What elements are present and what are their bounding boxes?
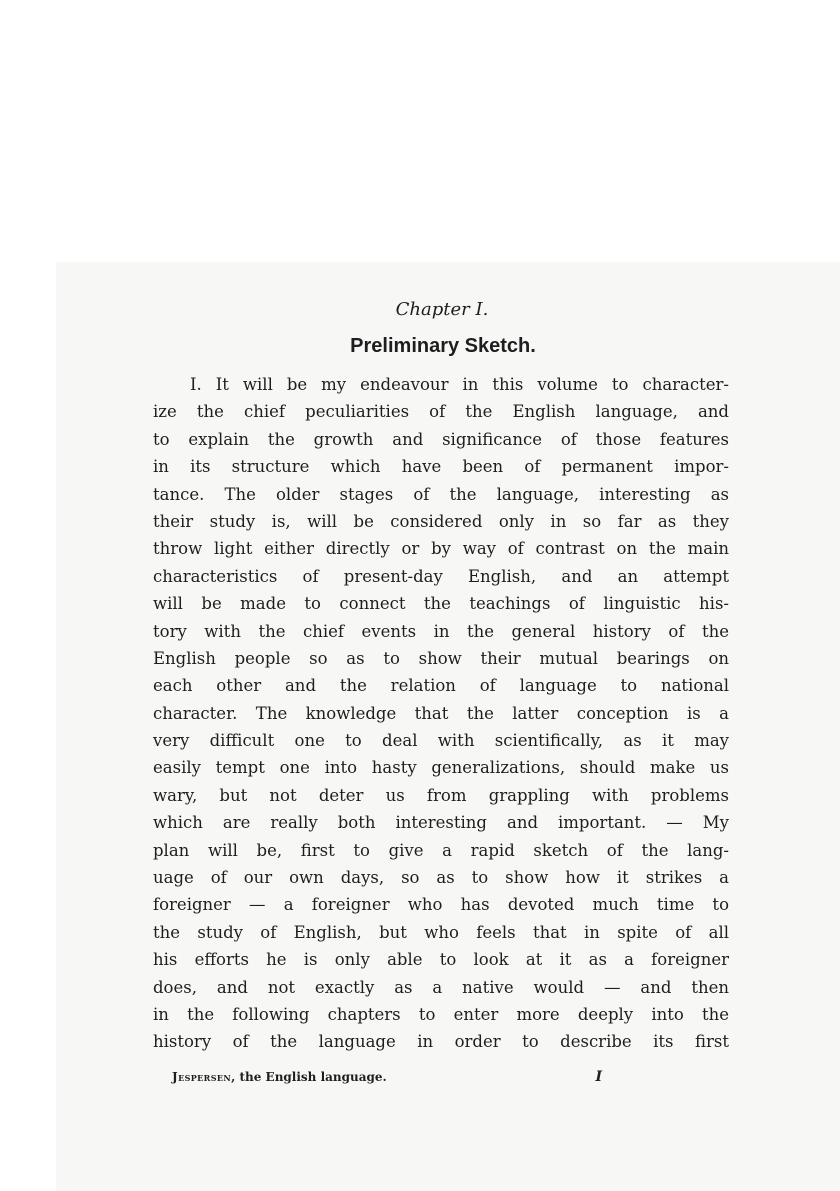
text-line: plan will be, first to give a rapid sketch of the lang- xyxy=(153,840,729,860)
text-line: to explain the growth and significance of those features xyxy=(153,429,729,449)
text-line: the study of English, but who feels that in spite of all xyxy=(153,922,729,942)
footer-book-title: , the English language. xyxy=(231,1070,387,1084)
text-line: tory with the chief events in the general history of the xyxy=(153,621,729,641)
text-line: will be made to connect the teachings of linguistic his- xyxy=(153,594,729,614)
text-line: does, and not exactly as a native would — and then xyxy=(153,977,729,997)
text-line: wary, but not deter us from grappling with problems xyxy=(153,785,729,805)
body-text xyxy=(153,371,729,1056)
text-line: history of the language in order to describe its first xyxy=(153,1032,729,1052)
chapter-label: Chapter I. xyxy=(395,299,489,320)
text-line: each other and the relation of language to national xyxy=(153,676,729,696)
text-line: uage of our own days, so as to show how it strikes a xyxy=(153,868,729,888)
text-line: ize the chief peculiarities of the English language, and xyxy=(153,402,729,422)
text-line: character. The knowledge that the latter conception is a xyxy=(153,703,729,723)
text-line: easily tempt one into hasty generalizations, should make us xyxy=(153,758,729,778)
signature-mark: I xyxy=(595,1069,602,1085)
text-line: very difficult one to deal with scientifically, as it may xyxy=(153,731,729,751)
text-line: their study is, will be considered only in so far as they xyxy=(153,511,729,531)
footer-author: Jespersen xyxy=(172,1070,232,1084)
text-line: foreigner — a foreigner who has devoted much time to xyxy=(153,895,729,915)
text-line: tance. The older stages of the language, interesting as xyxy=(153,484,729,504)
page-footer xyxy=(172,1068,602,1086)
text-line: characteristics of present-day English, and an attempt xyxy=(153,566,729,586)
text-line: throw light either directly or by way of contrast on the main xyxy=(153,539,729,559)
text-line: which are really both interesting and important. — My xyxy=(153,813,729,833)
text-line: in its structure which have been of permanent impor- xyxy=(153,457,729,477)
text-line: English people so as to show their mutual bearings on xyxy=(153,648,729,668)
text-line: in the following chapters to enter more deeply into the xyxy=(153,1004,729,1024)
chapter-title: Preliminary Sketch. xyxy=(350,335,536,357)
text-line: I. It will be my endeavour in this volume to character- xyxy=(190,375,729,394)
text-line: his efforts he is only able to look at it as a foreigner xyxy=(153,950,729,970)
